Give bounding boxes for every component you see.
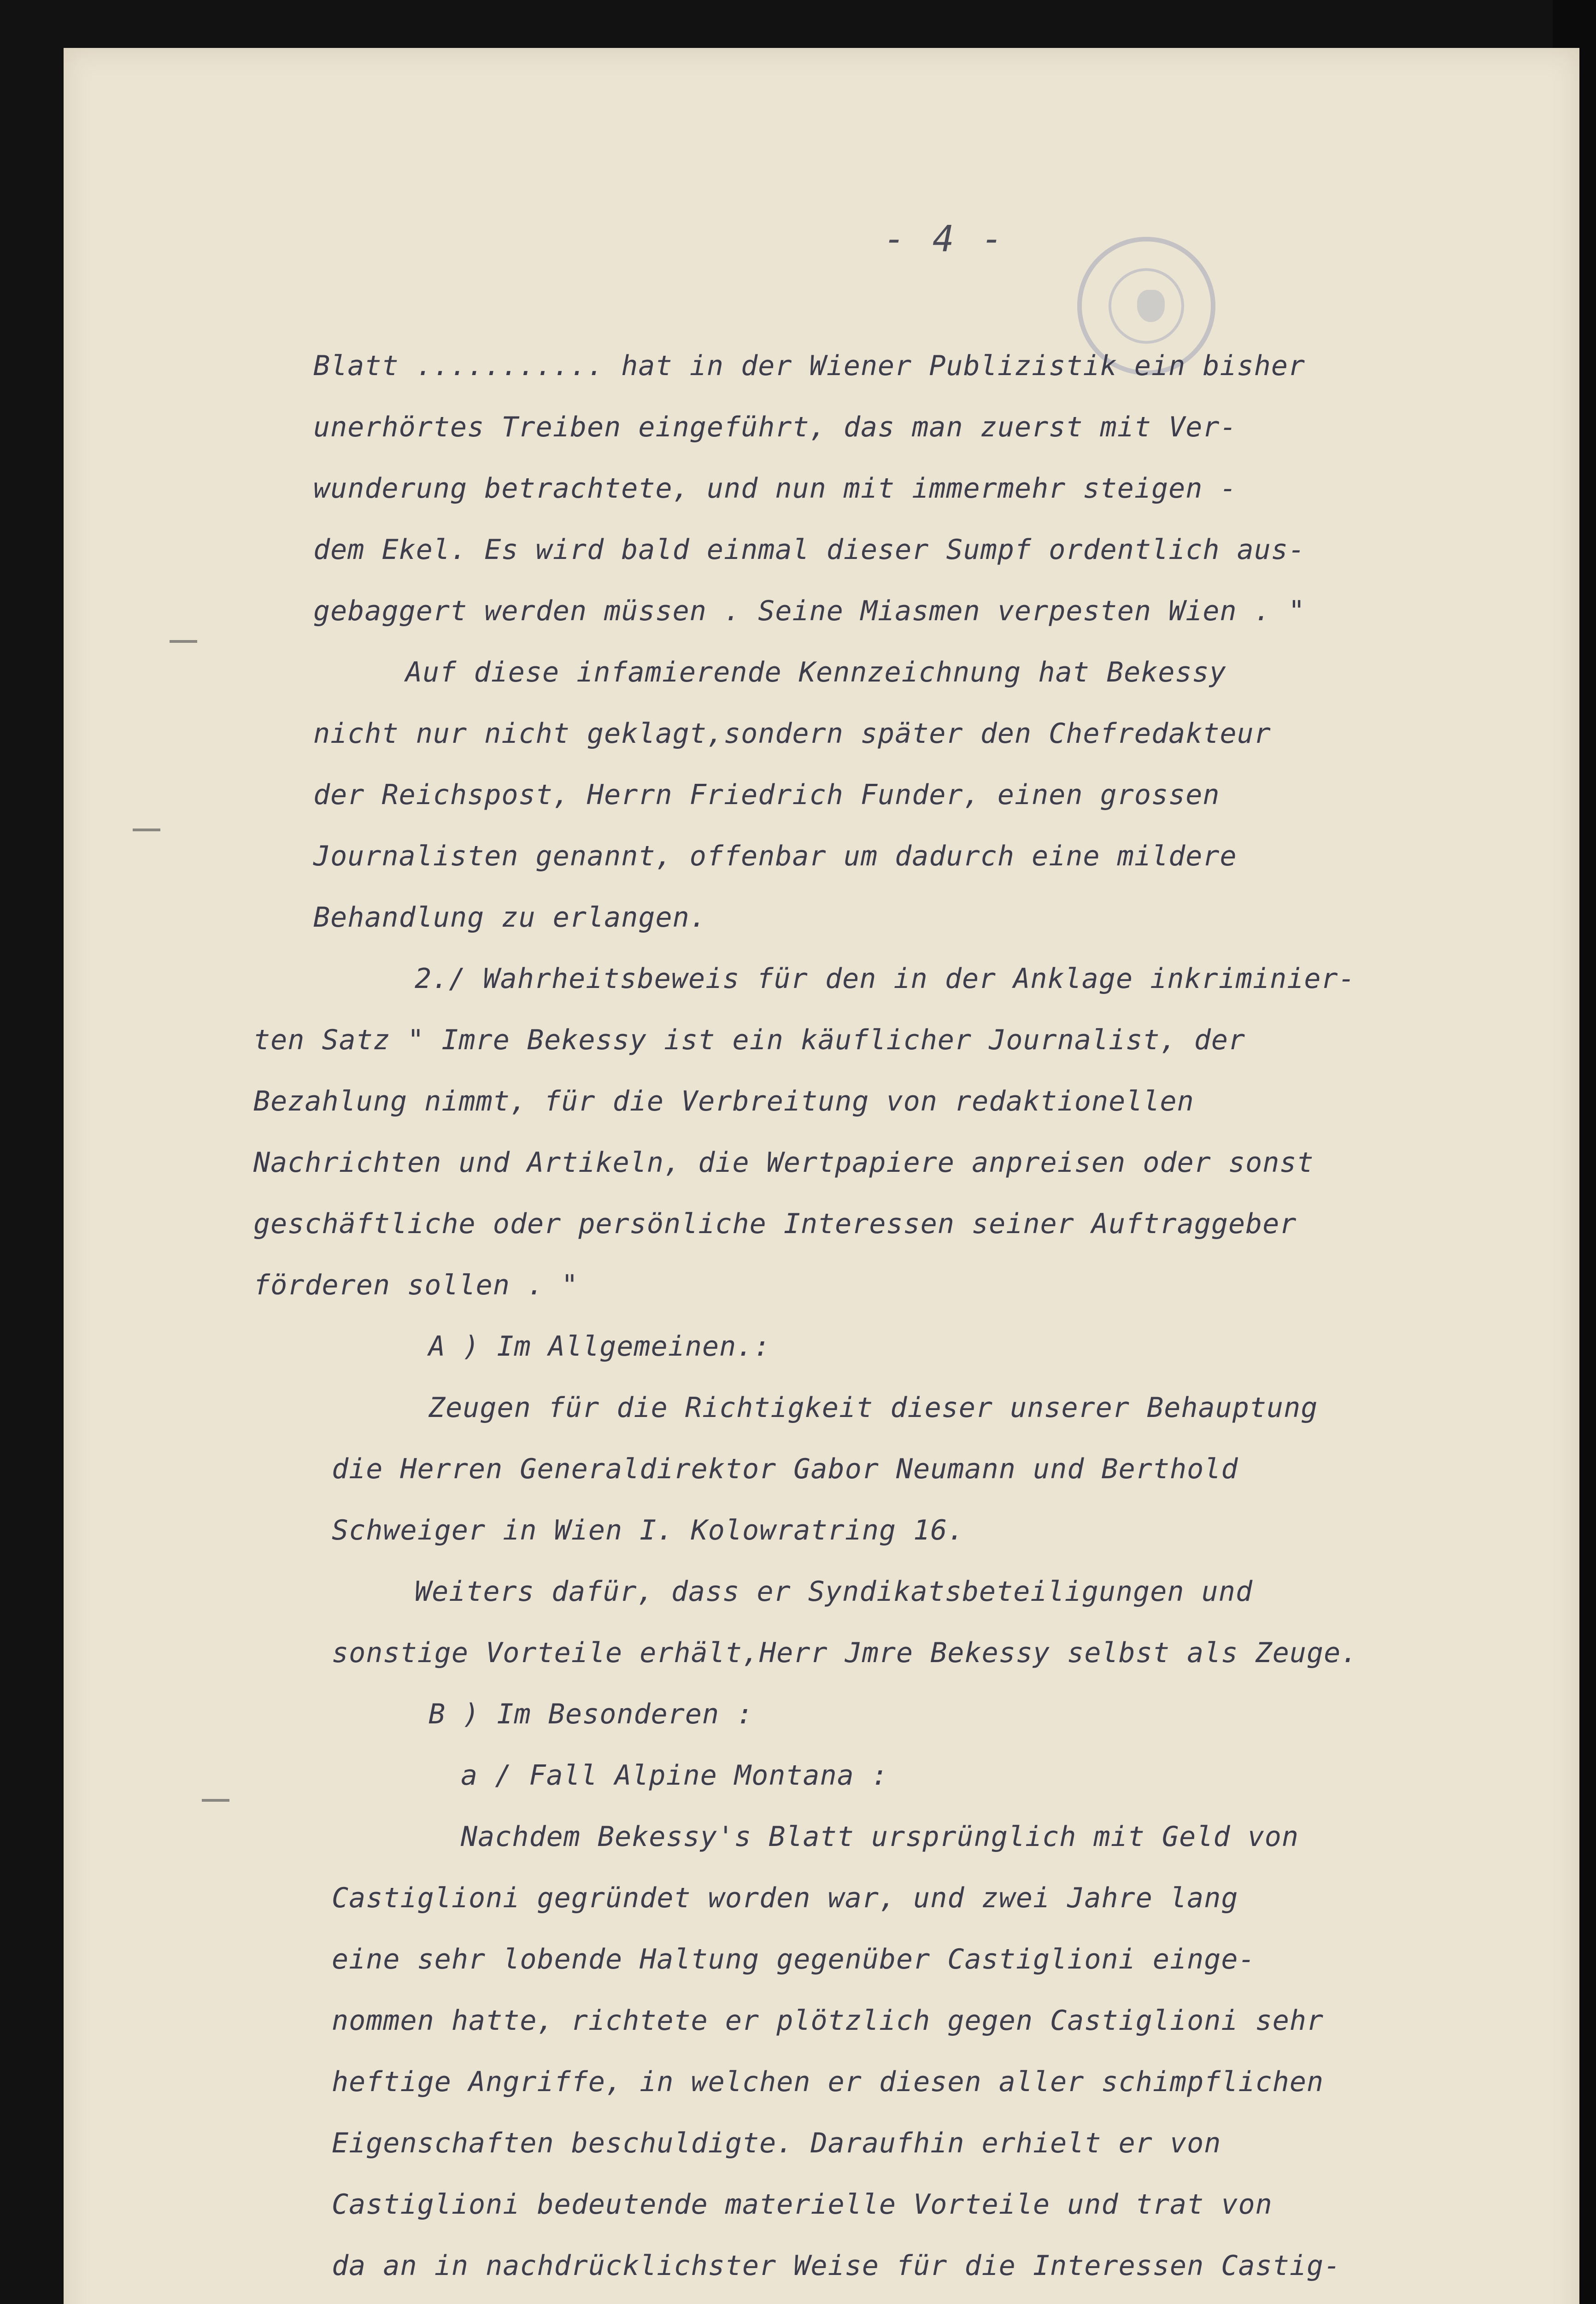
section-heading: A ) Im Allgemeinen.: <box>428 1330 771 1363</box>
stamp-eagle-emblem <box>1137 290 1165 322</box>
margin-mark <box>133 829 160 831</box>
text-line: wunderung betrachtete, und nun mit immermehr steigen - <box>313 472 1237 505</box>
text-line: gebaggert werden müssen . Seine Miasmen verpesten Wien . " <box>313 595 1306 627</box>
text-line: nicht nur nicht geklagt,sondern später den Chefredakteur <box>313 717 1271 750</box>
margin-mark <box>170 640 197 643</box>
text-line: Zeugen für die Richtigkeit dieser unserer Behauptung <box>428 1392 1318 1424</box>
text-line: Castiglioni bedeutende materielle Vorteile und trat von <box>332 2188 1273 2221</box>
text-line: heftige Angriffe, in welchen er diesen aller schimpflichen <box>332 2066 1324 2098</box>
document-page <box>64 48 1579 2304</box>
text-line: Castiglioni gegründet worden war, und zwei Jahre lang <box>332 1882 1238 1914</box>
text-line: der Reichspost, Herrn Friedrich Funder, einen grossen <box>313 779 1220 811</box>
text-line: Eigenschaften beschuldigte. Daraufhin erhielt er von <box>332 2127 1221 2159</box>
text-line: förderen sollen . " <box>253 1269 579 1301</box>
text-line: eine sehr lobende Haltung gegenüber Castiglioni einge- <box>332 1943 1256 1975</box>
text-line: geschäftliche oder persönliche Interessen seiner Auftraggeber <box>253 1208 1297 1240</box>
text-line: die Herren Generaldirektor Gabor Neumann und Berthold <box>332 1453 1238 1485</box>
text-line: Nachdem Bekessy's Blatt ursprünglich mit Geld von <box>461 1821 1299 1853</box>
text-line: Nachrichten und Artikeln, die Wertpapiere anpreisen oder sonst <box>253 1146 1314 1179</box>
text-line: Schweiger in Wien I. Kolowratring 16. <box>332 1514 965 1546</box>
margin-mark <box>202 1799 229 1802</box>
text-line: dem Ekel. Es wird bald einmal dieser Sumpf ordentlich aus- <box>313 534 1306 566</box>
text-line: Auf diese infamierende Kennzeichnung hat Bekessy <box>405 656 1226 688</box>
text-line: da an in nachdrücklichster Weise für die Interessen Castig- <box>332 2250 1341 2282</box>
page-number: - 4 - <box>884 218 1006 260</box>
text-line: Blatt ........... hat in der Wiener Publizistik ein bisher <box>313 350 1306 382</box>
text-line: Journalisten genannt, offenbar um dadurch eine mildere <box>313 840 1237 872</box>
text-line: Behandlung zu erlangen. <box>313 901 707 934</box>
text-line: 2./ Wahrheitsbeweis für den in der Anklage inkriminier- <box>415 963 1355 995</box>
text-line: Weiters dafür, dass er Syndikatsbeteiligungen und <box>415 1575 1253 1608</box>
subsection-heading: a / Fall Alpine Montana : <box>461 1759 889 1792</box>
section-heading: B ) Im Besonderen : <box>428 1698 754 1730</box>
text-line: nommen hatte, richtete er plötzlich gegen Castiglioni sehr <box>332 2004 1324 2037</box>
text-line: unerhörtes Treiben eingeführt, das man zuerst mit Ver- <box>313 411 1237 443</box>
text-line: sonstige Vorteile erhält,Herr Jmre Bekessy selbst als Zeuge. <box>332 1637 1358 1669</box>
text-line: ten Satz " Imre Bekessy ist ein käuflicher Journalist, der <box>253 1024 1246 1056</box>
text-line: Bezahlung nimmt, für die Verbreitung von redaktionellen <box>253 1085 1194 1117</box>
